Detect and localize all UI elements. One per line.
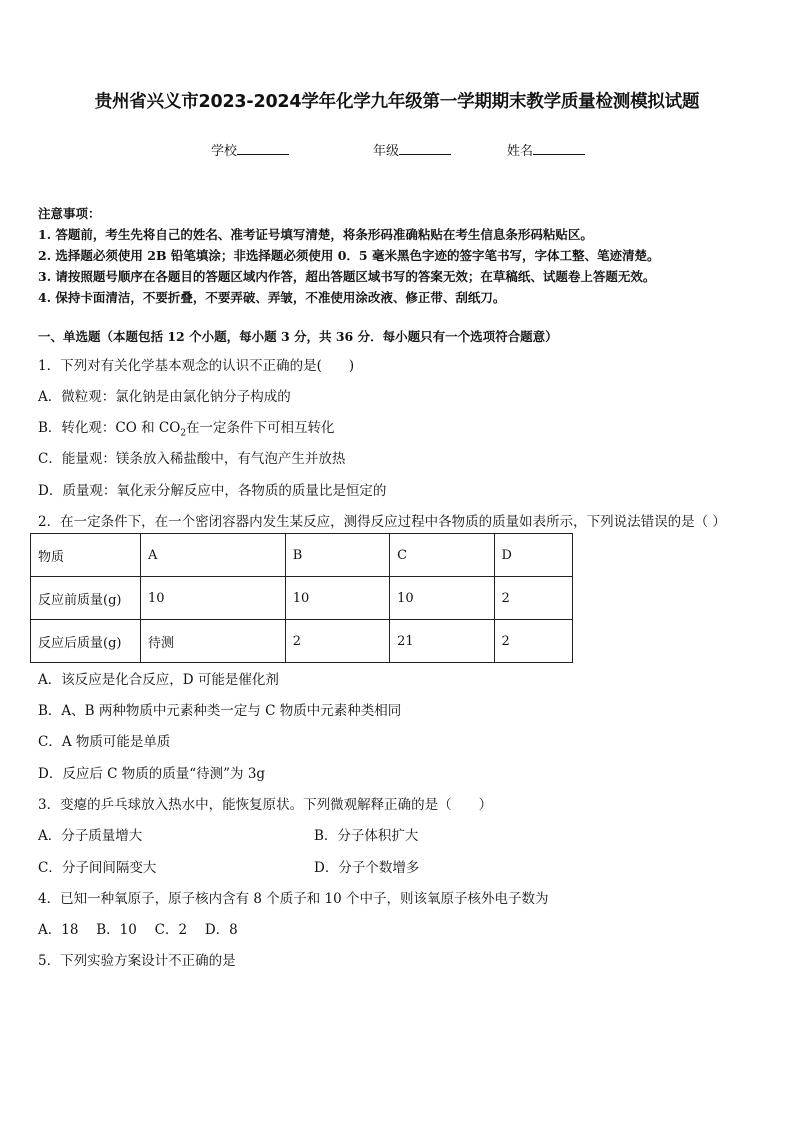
q2-stem: 2．在一定条件下，在一个密闭容器内发生某反应，测得反应过程中各物质的质量如表所示，下列说法错误的是（ ） bbox=[38, 514, 726, 530]
q3-option-a: A．分子质量增大 bbox=[38, 828, 143, 844]
name-blank bbox=[533, 142, 585, 155]
q1-stem: 1．下列对有关化学基本观念的认识不正确的是( ) bbox=[38, 358, 355, 374]
table-cell: 反应前质量(g) bbox=[31, 577, 141, 620]
q1-option-c: C．能量观：镁条放入稀盐酸中，有气泡产生并放热 bbox=[38, 451, 346, 467]
q2-option-a: A．该反应是化合反应，D 可能是催化剂 bbox=[38, 672, 279, 688]
notes-block bbox=[38, 203, 659, 308]
table-cell: 反应后质量(g) bbox=[31, 620, 141, 663]
table-cell: 待测 bbox=[141, 620, 286, 663]
q2-option-b: B．A、B 两种物质中元素种类一定与 C 物质中元素种类相同 bbox=[38, 703, 402, 719]
section-heading: 一、单选题（本题包括 12 个小题，每小题 3 分，共 36 分．每小题只有一个选项符合题意） bbox=[38, 329, 558, 344]
q2-option-d: D．反应后 C 物质的质量“待测”为 3g bbox=[38, 766, 266, 782]
note-item: 2. 选择题必须使用 2B 铅笔填涂；非选择题必须使用 0．5 毫米黑色字迹的签字笔书写，字体工整、笔迹清楚。 bbox=[38, 248, 660, 263]
table-header-row bbox=[31, 534, 573, 577]
table-cell: 10 bbox=[141, 577, 286, 620]
q3-option-b: B．分子体积扩大 bbox=[314, 828, 419, 844]
table-cell: 10 bbox=[390, 577, 494, 620]
school-label: 学校 bbox=[211, 144, 238, 159]
q3-option-c: C．分子间间隔变大 bbox=[38, 860, 157, 876]
table-cell: 2 bbox=[285, 620, 389, 663]
name-field bbox=[507, 140, 585, 159]
note-item: 4. 保持卡面清洁，不要折叠，不要弄破、弄皱，不准使用涂改液、修正带、刮纸刀。 bbox=[38, 290, 506, 305]
page-title: 贵州省兴义市2023-2024学年化学九年级第一学期期末教学质量检测模拟试题 bbox=[94, 92, 700, 112]
table-header-cell: B bbox=[285, 534, 389, 577]
q1-option-b: B．转化观：CO 和 $CO_2$在一定条件下可相互转化 bbox=[38, 420, 335, 439]
table-cell: 2 bbox=[494, 577, 572, 620]
table-header-cell: C bbox=[390, 534, 494, 577]
note-item: 3. 请按照题号顺序在各题目的答题区域内作答，超出答题区域书写的答案无效；在草稿纸、试题卷上答题无效。 bbox=[38, 269, 656, 284]
school-field bbox=[211, 140, 289, 159]
notes-heading: 注意事项： bbox=[38, 206, 101, 221]
q3-stem: 3．变瘪的乒乓球放入热水中，能恢复原状。下列微观解释正确的是（ ） bbox=[38, 797, 493, 813]
q5-stem: 5．下列实验方案设计不正确的是 bbox=[38, 953, 236, 969]
grade-label: 年级 bbox=[373, 144, 400, 159]
q1-option-d: D．质量观：氧化汞分解反应中，各物质的质量比是恒定的 bbox=[38, 483, 387, 499]
table-cell: 21 bbox=[390, 620, 494, 663]
subscript: 2 bbox=[180, 428, 187, 439]
table-header-cell: 物质 bbox=[31, 534, 141, 577]
q1-option-a: A．微粒观：氯化钠是由氯化钠分子构成的 bbox=[38, 389, 291, 405]
table-row bbox=[31, 577, 573, 620]
table-cell: 2 bbox=[494, 620, 572, 663]
q4-options: A．18 B．10 C．2 D．8 bbox=[38, 922, 238, 938]
school-blank bbox=[237, 142, 289, 155]
q4-stem: 4．已知一种氧原子，原子核内含有 8 个质子和 10 个中子，则该氧原子核外电子数为 bbox=[38, 891, 549, 907]
table-header-cell: A bbox=[141, 534, 286, 577]
name-label: 姓名 bbox=[507, 144, 534, 159]
grade-field bbox=[373, 140, 451, 159]
grade-blank bbox=[399, 142, 451, 155]
table-header-cell: D bbox=[494, 534, 572, 577]
table-cell: 10 bbox=[285, 577, 389, 620]
table-row bbox=[31, 620, 573, 663]
note-item: 1. 答题前，考生先将自己的姓名、准考证号填写清楚，将条形码准确粘贴在考生信息条形码粘贴区。 bbox=[38, 227, 593, 242]
mass-table bbox=[30, 533, 573, 663]
q3-option-d: D．分子个数增多 bbox=[314, 860, 420, 876]
q2-option-c: C．A 物质可能是单质 bbox=[38, 734, 171, 750]
